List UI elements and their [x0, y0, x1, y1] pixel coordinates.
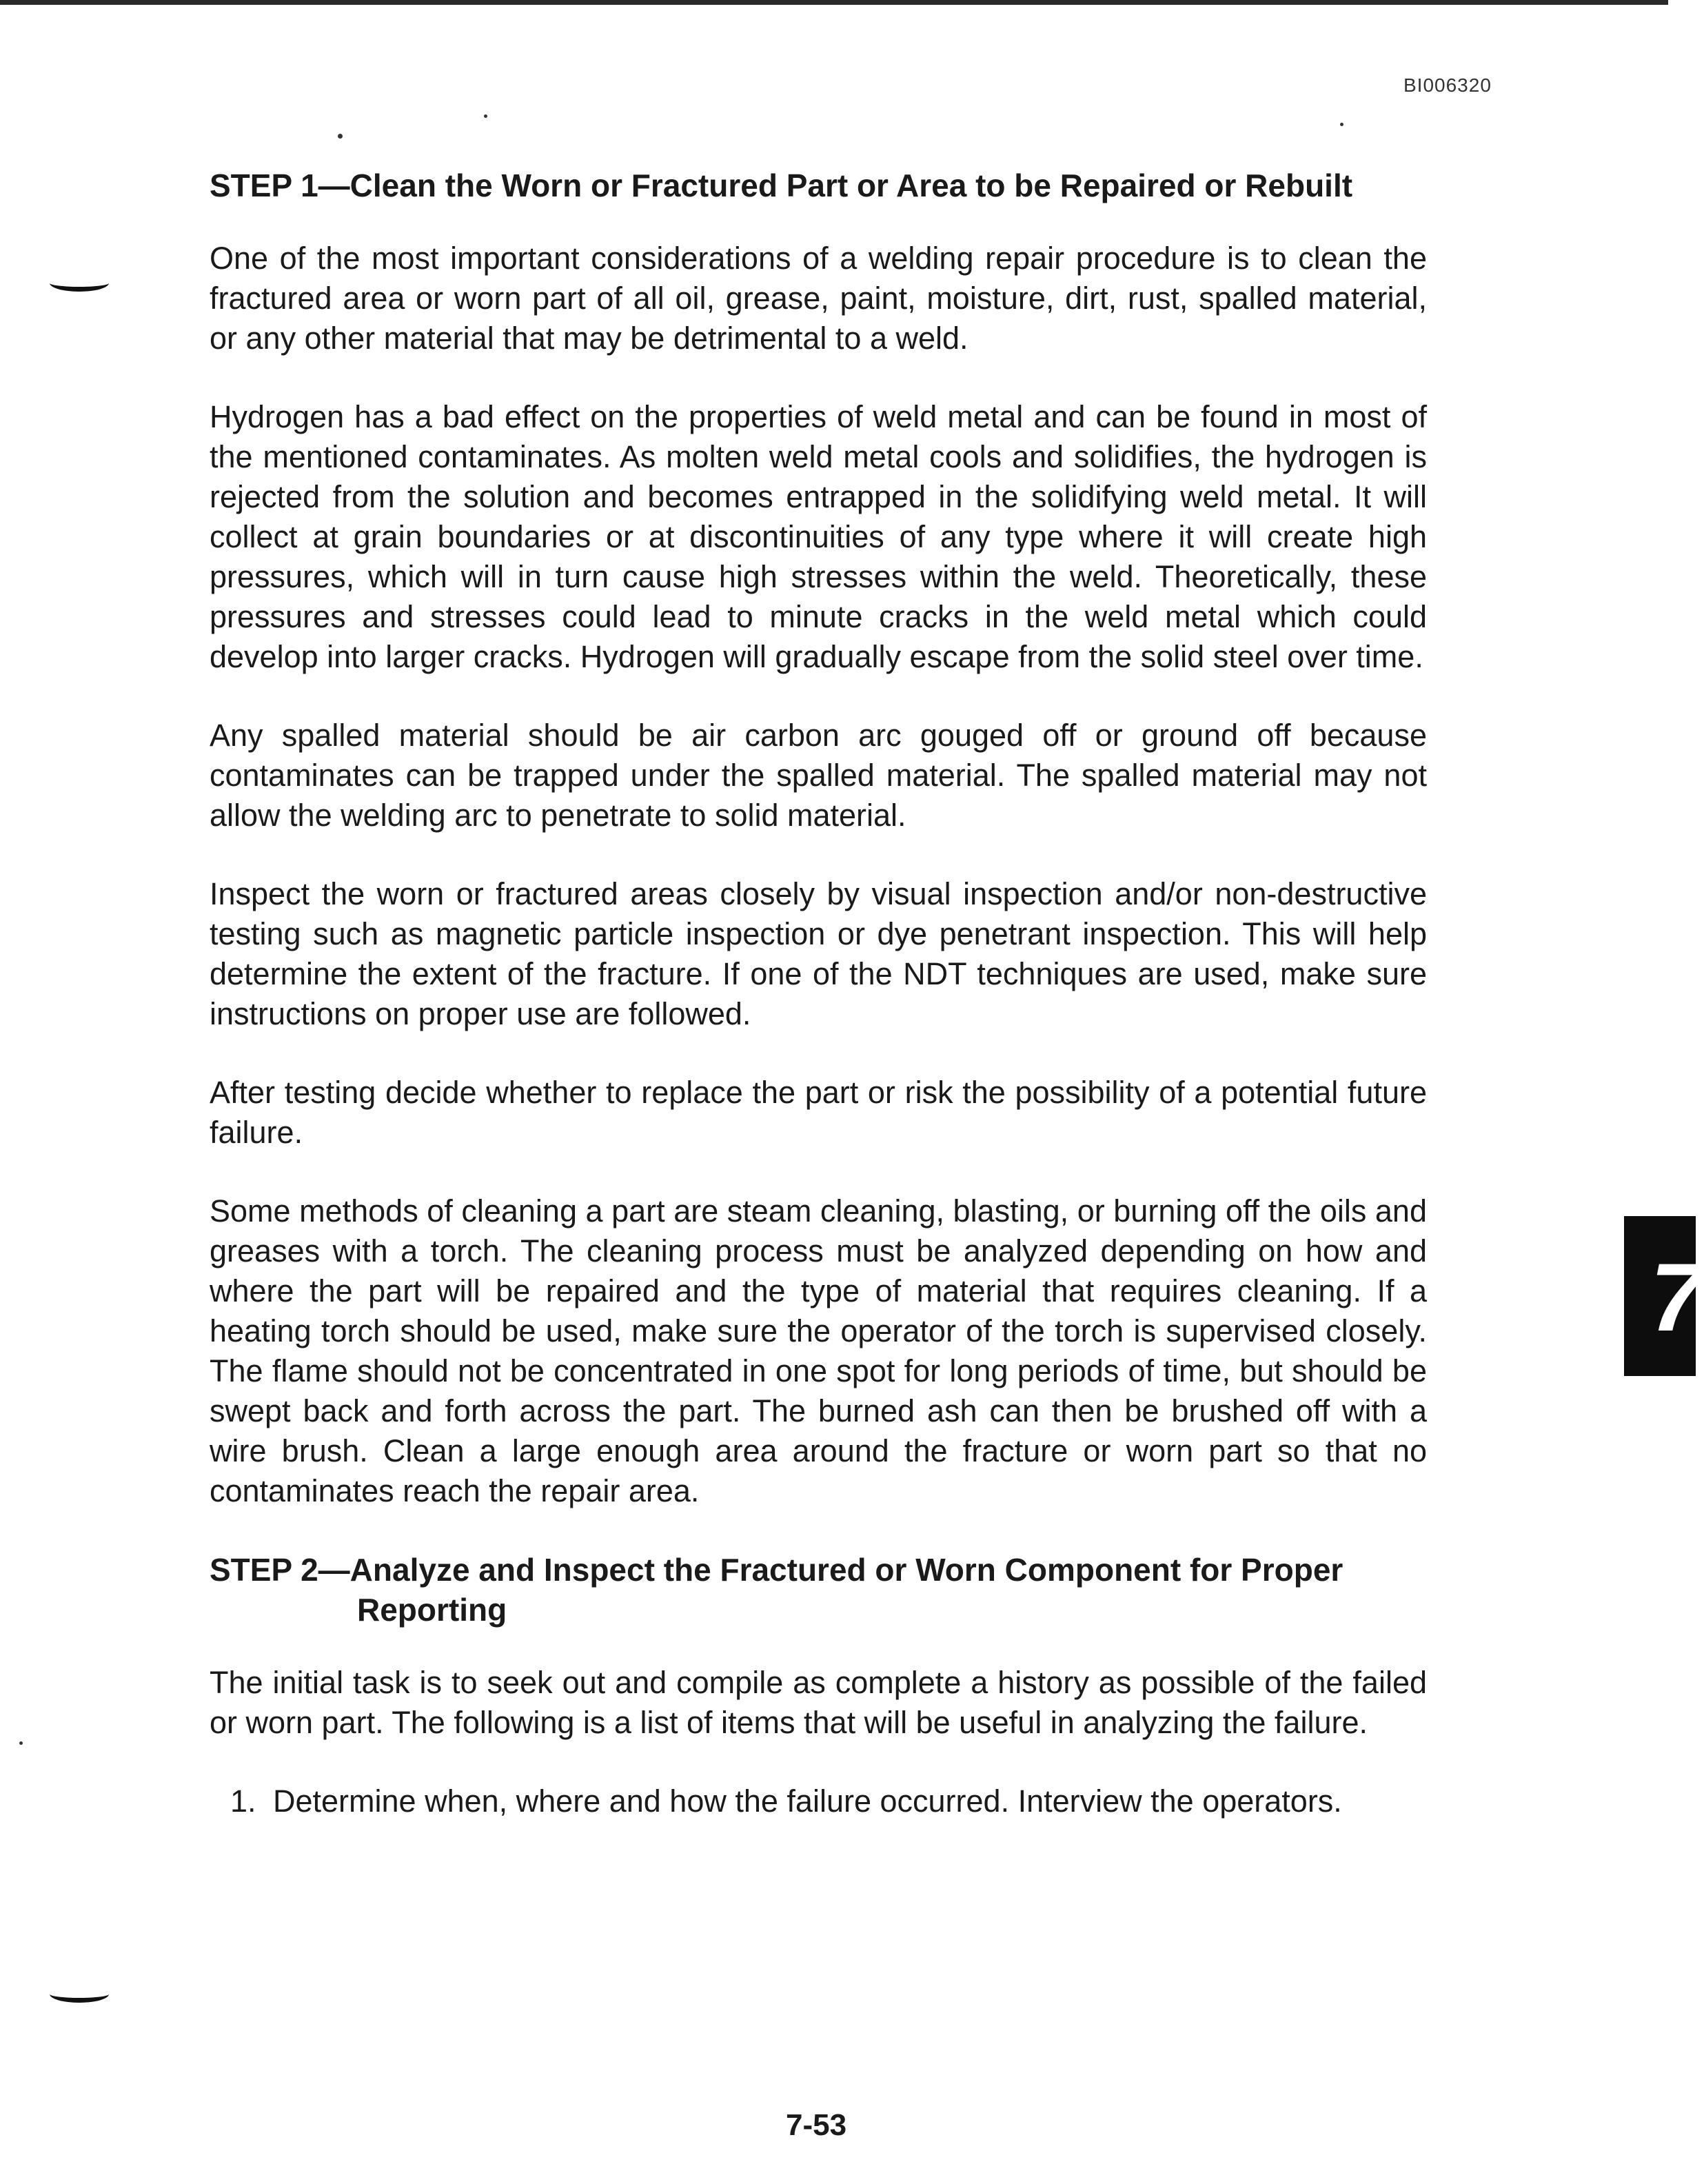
scan-speck — [19, 1741, 23, 1745]
step1-paragraph: Hydrogen has a bad effect on the properties of weld metal and can be found in most of the mentioned contaminates. As molten weld metal cools and solidifies, the hydrogen is rejected from the solution and becomes entrapped in the solidifying weld metal. It will collect at grain boundaries or at discontinuities of any type where it will create high pressures, which will in turn cause high stresses within the weld. Theoretically, these pressures and stresses could lead to minute cracks in the weld metal which could develop into larger cracks. Hydrogen will gradually escape from the solid steel over time. — [210, 399, 1427, 674]
page-number: 7-53 — [786, 2108, 847, 2142]
step1-paragraph: After testing decide whether to replace the part or risk the possibility of a potential future failure. — [210, 1075, 1427, 1150]
step1-heading: STEP 1—Clean the Worn or Fractured Part or Area to be Repaired or Rebuilt — [210, 168, 1353, 203]
top-rule — [0, 0, 1668, 5]
scan-speck — [484, 114, 487, 118]
scan-speck — [338, 134, 343, 139]
list-item-text: Determine when, where and how the failure occurred. Interview the operators. — [273, 1783, 1342, 1819]
section-tab — [1624, 1216, 1704, 1376]
page-content — [210, 165, 1427, 1821]
step1-paragraph: One of the most important considerations of a welding repair procedure is to clean the fractured area or worn part of all oil, grease, paint, moisture, dirt, rust, spalled material, or any other material that may be detrimental to a weld. — [210, 241, 1427, 356]
section-tab-label: 7 — [1650, 1243, 1704, 1351]
step2-intro: The initial task is to seek out and compile as complete a history as possible of the failed or worn part. The following is a list of items that will be useful in analyzing the failure. — [210, 1665, 1427, 1740]
document-id: BI006320 — [1403, 74, 1492, 96]
step2-heading-line1: STEP 2—Analyze and Inspect the Fractured or Worn Component for Proper — [210, 1552, 1343, 1588]
margin-mark — [50, 1985, 109, 2003]
list-item-number: 1. — [230, 1783, 256, 1819]
step2-heading — [210, 1550, 1427, 1630]
step2-heading-line2: Reporting — [357, 1592, 507, 1628]
margin-mark — [50, 274, 109, 292]
list-item — [210, 1781, 1427, 1821]
step1-paragraph: Some methods of cleaning a part are steam cleaning, blasting, or burning off the oils and greases with a torch. The cleaning process must be analyzed depending on how and where the part will be repaired and the type of material that requires cleaning. If a heating torch should be used, make sure the operator of the torch is supervised closely. The flame should not be concentrated in one spot for long periods of time, but should be swept back and forth across the part. The burned ash can then be brushed off with a wire brush. Clean a large enough area around the fracture or worn part so that no contaminates reach the repair area. — [210, 1193, 1427, 1508]
scan-speck — [1340, 123, 1343, 126]
step1-paragraph: Any spalled material should be air carbon arc gouged off or ground off because contaminates can be trapped under the spalled material. The spalled material may not allow the welding arc to penetrate to solid material. — [210, 718, 1427, 833]
step1-paragraph: Inspect the worn or fractured areas closely by visual inspection and/or non-destructive testing such as magnetic particle inspection or dye penetrant inspection. This will help determine the extent of the fracture. If one of the NDT techniques are used, make sure instructions on proper use are followed. — [210, 876, 1427, 1031]
